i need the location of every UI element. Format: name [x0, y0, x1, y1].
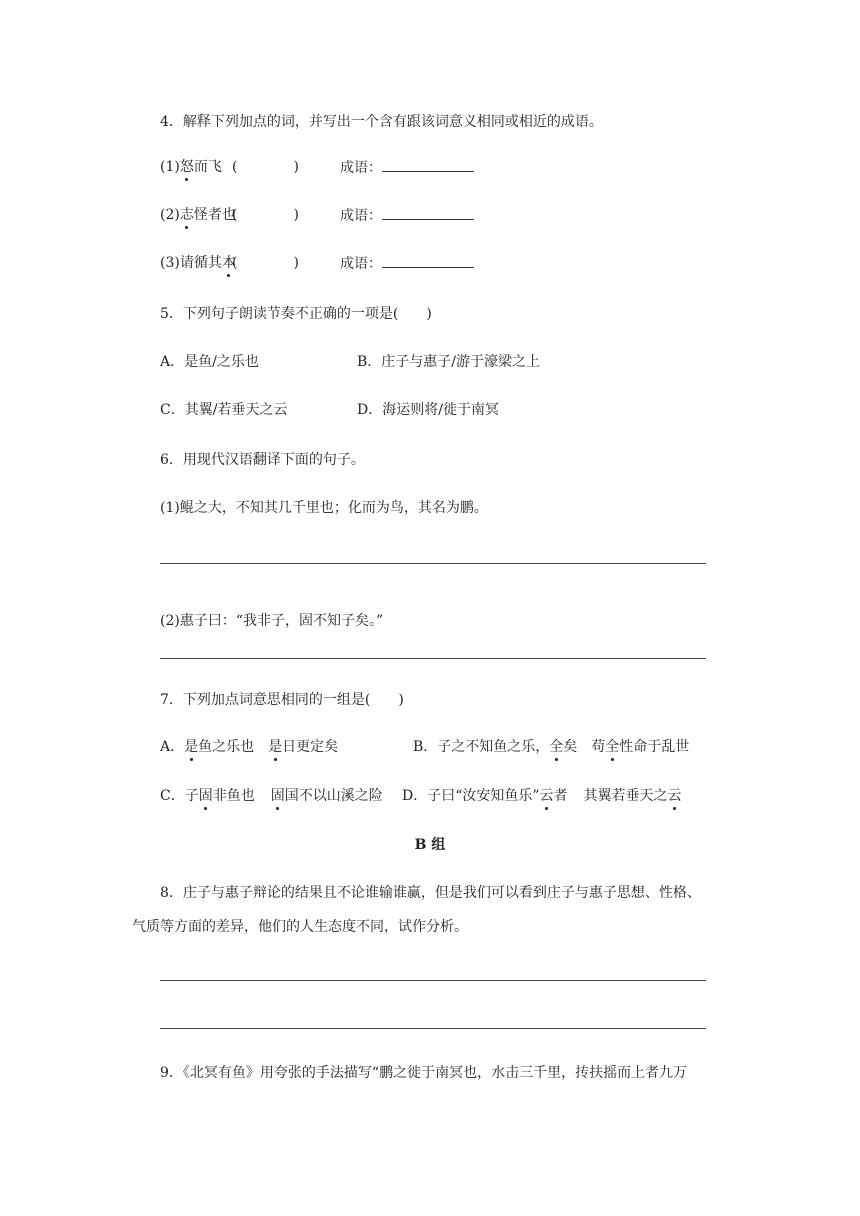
idiom-answer-blank[interactable]: [382, 253, 474, 268]
dotted-word: 固: [198, 788, 213, 804]
q6-sentence-1: (1)鲲之大，不知其几千里也；化而为鸟，其名为鹏。: [160, 500, 488, 516]
option-text: 非鱼也: [212, 788, 255, 804]
q4-item-2-answer-paren[interactable]: ( ): [232, 207, 299, 223]
option-text: 苟: [591, 739, 606, 755]
option-letter: A．: [160, 739, 185, 755]
idiom-label: 成语：: [340, 208, 382, 224]
q7-option-c[interactable]: [160, 786, 383, 806]
q4-item-1-rest: 而飞: [193, 159, 222, 175]
group-b-heading: B 组: [414, 837, 446, 853]
q4-item-2-dotted-word: 志: [179, 207, 194, 223]
q8-text-line-1: 8．庄子与惠子辩论的结果且不论谁输谁赢，但是我们可以看到庄子与惠子思想、性格、: [160, 885, 701, 901]
q4-stem: 4．解释下列加点的词，并写出一个含有跟该词意义相同或相近的成语。: [160, 114, 603, 130]
q4-item-1-answer-paren[interactable]: ( ): [232, 159, 299, 175]
q4-item-1-dotted-word: 怒: [179, 159, 194, 175]
q4-item-3-prefix: (3)请循其: [160, 255, 222, 271]
q7-stem: 7．下列加点词意思相同的一组是( ): [160, 692, 404, 708]
q4-item-3-idiom: [340, 253, 474, 274]
dotted-word: 云: [667, 788, 682, 804]
q5-option-c[interactable]: C．其翼/若垂天之云: [160, 402, 288, 418]
q4-item-2-idiom: [340, 205, 474, 226]
dotted-word: 是: [184, 739, 199, 755]
idiom-label: 成语：: [340, 256, 382, 272]
option-text: 国不以山溪之险: [284, 788, 383, 804]
q4-item-1-idiom: [340, 157, 474, 178]
option-text: 日更定矣: [282, 739, 339, 755]
dotted-word: 全: [605, 739, 620, 755]
q4-item-3: [160, 253, 236, 273]
q6-sentence-2: (2)惠子曰：“我非子，固不知子矣。”: [160, 613, 384, 629]
q7-option-d[interactable]: [402, 786, 682, 806]
idiom-answer-blank[interactable]: [382, 205, 474, 220]
q4-item-2-number: (2): [160, 207, 180, 223]
q8-answer-line-2[interactable]: [160, 1028, 706, 1029]
option-text: 鱼之乐也: [198, 739, 255, 755]
q5-option-d[interactable]: D．海运则将/徙于南冥: [357, 402, 499, 418]
option-text: B．子之不知鱼之乐，: [413, 739, 550, 755]
q6-stem: 6．用现代汉语翻译下面的句子。: [160, 452, 365, 468]
q8-answer-line-1[interactable]: [160, 980, 706, 981]
q4-item-1-number: (1): [160, 159, 180, 175]
option-text: 性命于乱世: [619, 739, 690, 755]
q4-item-1: [160, 157, 222, 177]
q4-item-2: [160, 205, 236, 225]
dotted-word: 是: [268, 739, 283, 755]
q4-item-3-dotted-word: 本: [221, 255, 236, 271]
q6-answer-line-2[interactable]: [160, 658, 706, 659]
q8-text-line-2: 气质等方面的差异，他们的人生态度不同，试作分析。: [132, 919, 468, 935]
q5-option-a[interactable]: A．是鱼/之乐也: [160, 354, 259, 370]
q5-stem: 5．下列句子朗读节奏不正确的一项是( ): [160, 306, 432, 322]
q4-item-3-answer-paren[interactable]: ( ): [232, 255, 299, 271]
idiom-label: 成语：: [340, 160, 382, 176]
q5-option-b[interactable]: B．庄子与惠子/游于濠梁之上: [357, 354, 541, 370]
option-text: D．子曰“汝安知鱼乐”: [402, 788, 540, 804]
dotted-word: 固: [270, 788, 285, 804]
option-text: 其翼若垂天之: [583, 788, 668, 804]
q7-option-a[interactable]: [160, 737, 338, 757]
option-text: 者: [553, 788, 568, 804]
q4-item-2-rest: 怪者也: [193, 207, 236, 223]
idiom-answer-blank[interactable]: [382, 157, 474, 172]
dotted-word: 全: [549, 739, 564, 755]
q6-answer-line-1[interactable]: [160, 563, 706, 564]
option-text: 矣: [563, 739, 578, 755]
q7-option-b[interactable]: [413, 737, 689, 757]
dotted-word: 云: [539, 788, 554, 804]
option-text: C．子: [160, 788, 199, 804]
q9-text-line-1: 9．《北冥有鱼》用夸张的手法描写“鹏之徙于南冥也，水击三千里，抟扶摇而上者九万: [160, 1065, 688, 1081]
